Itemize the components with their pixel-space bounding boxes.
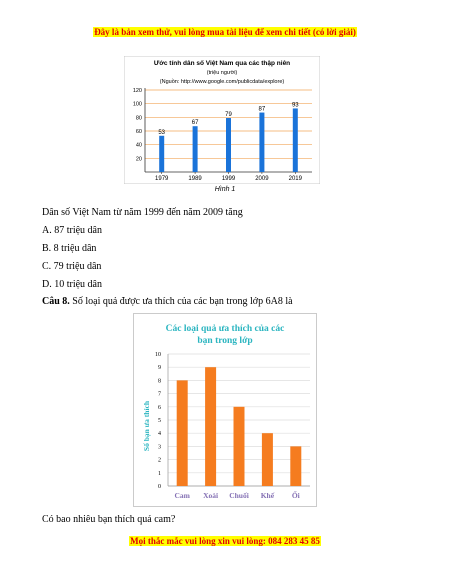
fruit-ytick-label: 10 bbox=[155, 352, 161, 358]
population-ytick-label: 100 bbox=[132, 101, 142, 108]
question7-option-a: A. 87 triệu dân bbox=[42, 225, 102, 236]
population-bar bbox=[293, 108, 298, 172]
population-bar bbox=[226, 118, 231, 172]
population-ytick-label: 80 bbox=[135, 115, 142, 122]
fruit-ytick-label: 2 bbox=[158, 457, 161, 464]
population-xtick-label: 1999 bbox=[221, 176, 236, 182]
fruit-ytick-label: 0 bbox=[158, 484, 161, 490]
fruit-chart bbox=[133, 313, 317, 507]
fruit-xtick-label: Chuối bbox=[229, 491, 249, 500]
question7-option-b: B. 8 triệu dân bbox=[42, 243, 97, 254]
population-bar-value-label: 87 bbox=[258, 106, 266, 113]
population-bar-value-label: 93 bbox=[291, 102, 299, 109]
fruit-ytick-label: 5 bbox=[158, 418, 161, 424]
fruit-ytick-label: 7 bbox=[158, 391, 161, 398]
fruit-xtick-label: Cam bbox=[174, 491, 190, 500]
fruit-ytick-label: 1 bbox=[158, 470, 161, 477]
population-ytick-label: 40 bbox=[135, 142, 142, 149]
population-chart-source: (Nguồn: http://www.google.com/publicdata/explore) bbox=[159, 79, 285, 85]
header-banner-text: Đây là bản xem thử, vui lòng mua tài liệu để xem chi tiết (có lời giải) bbox=[94, 27, 356, 37]
population-chart-subtitle: (triệu người) bbox=[206, 70, 238, 76]
population-xtick-label: 1989 bbox=[188, 176, 202, 182]
fruit-ytick-label: 6 bbox=[158, 404, 161, 411]
fruit-bar bbox=[262, 433, 273, 486]
fruit-chart-ylabel: Số bạn ưa thích bbox=[142, 400, 151, 452]
question7-option-d: D. 10 triệu dân bbox=[42, 279, 102, 290]
population-chart bbox=[124, 56, 320, 184]
fruit-ytick-label: 9 bbox=[158, 365, 161, 372]
population-bar-value-label: 53 bbox=[158, 129, 166, 136]
population-xtick-label: 2019 bbox=[288, 176, 302, 182]
question8-followup: Có bao nhiêu bạn thích quả cam? bbox=[42, 514, 176, 525]
fruit-bar bbox=[234, 407, 245, 486]
population-ytick-label: 20 bbox=[135, 156, 142, 163]
population-xtick-label: 2009 bbox=[255, 176, 269, 182]
population-ytick-label: 60 bbox=[135, 129, 142, 135]
question7-option-c: C. 79 triệu dân bbox=[42, 261, 102, 272]
question7-stem: Dân số Việt Nam từ năm 1999 đến năm 2009 tăng bbox=[42, 207, 243, 218]
footer-banner-text: Mọi thắc mắc vui lòng xin vui lòng: 084 283 45 85 bbox=[130, 536, 320, 546]
question8-stem: Số loại quả được ưa thích của các bạn trong lớp 6A8 là bbox=[69, 296, 293, 307]
footer-banner bbox=[0, 536, 450, 546]
population-bar bbox=[193, 126, 198, 172]
population-bar-value-label: 79 bbox=[225, 112, 232, 119]
population-bar bbox=[159, 136, 164, 172]
fruit-chart-title-line1: Các loại quả ưa thích của các bbox=[165, 324, 285, 334]
fruit-ytick-label: 4 bbox=[158, 431, 161, 438]
figure1-caption: Hình 1 bbox=[214, 186, 236, 193]
fruit-bar bbox=[290, 446, 301, 486]
fruit-ytick-label: 8 bbox=[158, 378, 161, 385]
fruit-chart-title-line2: bạn trong lớp bbox=[197, 336, 253, 346]
population-ytick-label: 120 bbox=[132, 88, 142, 94]
fruit-bar bbox=[205, 367, 216, 486]
fruit-bar bbox=[177, 380, 188, 486]
population-bar-value-label: 67 bbox=[191, 120, 199, 127]
fruit-xtick-label: Xoài bbox=[203, 491, 219, 500]
population-chart-title: Ước tính dân số Việt Nam qua các thập niên bbox=[153, 60, 291, 67]
header-banner bbox=[0, 27, 450, 37]
population-bar bbox=[259, 113, 264, 172]
fruit-xtick-label: Khế bbox=[260, 491, 275, 500]
question8-line bbox=[42, 296, 293, 307]
question8-label: Câu 8. bbox=[42, 296, 70, 307]
population-xtick-label: 1979 bbox=[155, 176, 169, 182]
fruit-ytick-label: 3 bbox=[158, 444, 161, 451]
fruit-xtick-label: Ổi bbox=[291, 491, 300, 500]
